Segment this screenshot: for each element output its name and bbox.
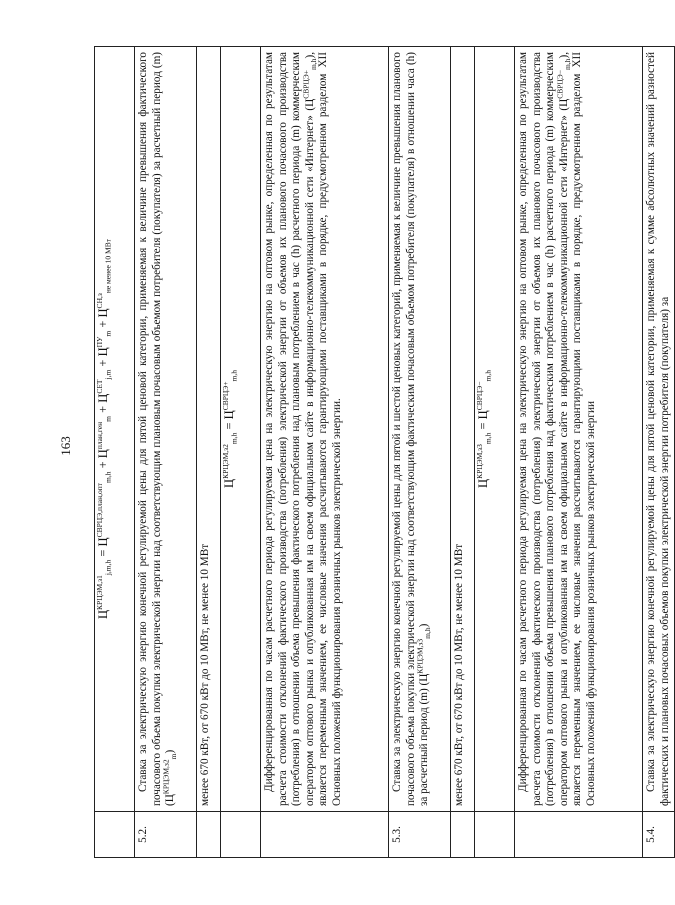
description-text: Ставка за электрическую энергию конечной регулируемой цены для пятой ценовой категории, применяемая к величине превышения фактического почасового объема покупки электрической энергии над соответствующим плановым почасовым объемом потребителя (покупателя) за расчетный период (m) (Ц: [137, 52, 177, 806]
description-text-tail: ), является переменным значением, ее числовые значения рассчитываются гарантирующими поставщиками в порядке, предусмотренном разделом XII Основных положений функционирования розничных рынков электрической энергии: [557, 52, 597, 806]
formula-1: [95, 47, 135, 812]
formula-sub: m: [103, 330, 113, 337]
row-formula-2: [221, 47, 261, 858]
description-text: Ставка за электрическую энергию конечной регулируемой цены для пятой и шестой ценовых категорий, применяемая к величине превышения планового почасового объема покупки электрической энергии над соответствующим фактическим почасовым объемом потребителя (покупателя) в отношении часа (h) за расчетный период (m) (Ц: [391, 52, 431, 806]
formula-operator: +: [96, 356, 110, 370]
rotated-table-content: [94, 46, 671, 858]
inline-sup: КРЦЭМ,з2: [161, 759, 171, 795]
formula-sub: m,h: [103, 471, 113, 483]
formula-sub: m,h: [229, 432, 239, 445]
formula-operator: =: [222, 419, 236, 433]
inline-sub: m,h: [423, 627, 433, 639]
formula-sup: ПУ: [94, 336, 104, 348]
description-text-tail: ): [164, 749, 177, 754]
num-cell-empty: [197, 812, 221, 858]
row-number: 5.4.: [643, 812, 675, 858]
formula-sup: КРЦЭМ,з3: [474, 444, 484, 479]
row-number: 5.2.: [135, 812, 197, 858]
formula-sup: КРЦЭМ,з2: [220, 444, 230, 479]
rate-description: [389, 47, 451, 812]
formula-symbol: Ц: [96, 537, 110, 547]
formula-symbol: Ц: [222, 478, 236, 488]
rate-description: [135, 47, 197, 812]
formula-sub: не менее 10 МВт: [103, 239, 113, 294]
formula-sup: СВРЦЭ,план,опт: [94, 482, 104, 538]
formula-operator: +: [96, 317, 110, 331]
capacity-range: менее 670 кВт, от 670 кВт до 10 МВт, не менее 10 МВт: [451, 47, 475, 812]
tariff-table: [94, 46, 675, 858]
rate-description: Ставка за электрическую энергию конечной регулируемой цены для пятой ценовой категории, применяемая к сумме абсолютных значений разностей фактических и плановых почасовых объемов покупки электрической энергии потребителя (покупателя) за: [643, 47, 675, 812]
formula-sub: m,h: [483, 432, 493, 445]
formula-symbol: Ц: [96, 393, 110, 403]
row-description-5-3: [515, 47, 643, 858]
document-table-container: [94, 46, 671, 858]
row-5-3: [389, 47, 451, 858]
formula-sup: СЕТ: [94, 379, 104, 394]
formula-sup: СВРЦЭ−: [474, 381, 484, 411]
formula-operator: =: [96, 546, 110, 560]
num-cell-empty: [475, 812, 515, 858]
description-text-tail: ), является переменным значением, ее числовые значения рассчитываются гарантирующими поставщиками в порядке, предусмотренном разделом XII Основных положений функционирования розничных рынков электрической энергии.: [303, 52, 343, 806]
row-formula-3: [475, 47, 515, 858]
row-capacity-2: [451, 47, 475, 858]
formula-operator: +: [96, 458, 110, 472]
num-cell-empty: [95, 812, 135, 858]
num-cell-empty: [515, 812, 643, 858]
formula-3: [475, 47, 515, 812]
inline-sup: КРЦЭМ,з3: [415, 638, 425, 674]
formula-symbol: Ц: [96, 609, 110, 620]
description-text: Дифференцированная по часам расчетного периода регулируемая цена на электрическую энергию на оптовом рынке, определенная по результатам расчета стоимости отклонений фактического производства (потребления) электрической энергии от объемов их планового почасового производства (потребления) в отношении объема превышения фактического потребления над плановым потреблением в час (h) расчетного периода (m) коммерческим оператором оптового рынка и опубликованная им на своем официальном сайте в информационно-телекоммуникационной сети «Интернет» (Ц: [263, 52, 316, 806]
num-cell-empty: [261, 812, 389, 858]
inline-sub: m,h: [309, 58, 319, 70]
formula-symbol: Ц: [222, 410, 236, 420]
formula-symbol: Ц: [96, 449, 110, 459]
price-description: [261, 47, 389, 812]
num-cell-empty: [451, 812, 475, 858]
row-number: 5.3.: [389, 812, 451, 858]
row-description-5-2: [261, 47, 389, 858]
formula-sup: СВРЦЭ+: [220, 381, 230, 411]
formula-sub: j,m,h: [103, 559, 113, 576]
formula-symbol: Ц: [476, 410, 490, 420]
formula-symbol: Ц: [476, 478, 490, 488]
inline-sub: m,h: [563, 58, 573, 70]
row-capacity-1: [197, 47, 221, 858]
page-number: 163: [57, 436, 73, 456]
num-cell-empty: [221, 812, 261, 858]
formula-sub: m,h: [229, 370, 239, 382]
formula-symbol: Ц: [96, 347, 110, 357]
price-description: [515, 47, 643, 812]
formula-sub: m: [103, 416, 113, 422]
formula-sup: КРЦЭМ,з1: [94, 575, 104, 610]
formula-sub: j,m: [103, 369, 113, 380]
description-text: Дифференцированная по часам расчетного периода регулируемая цена на электрическую энергию на оптовом рынке, определенная по результатам расчета стоимости отклонений фактического производства (потребления) электрической энергии от объемов их планового почасового производства (потребления) в отношении объема превышения планового потребления над фактическим потреблением в час (h) расчетного периода (m) коммерческим оператором оптового рынка и опубликованная им на своем официальном сайте в информационно-телекоммуникационной сети «Интернет» (Ц: [517, 52, 570, 806]
inline-sup: СВРЦЭ+: [301, 70, 311, 99]
inline-sup: СВРЦЭ−: [555, 70, 565, 99]
formula-sup: СН,з: [94, 293, 104, 309]
row-5-4: [643, 47, 675, 858]
formula-operator: =: [476, 419, 490, 433]
formula-sub: m,h: [483, 370, 493, 382]
formula-sup: план,ген: [94, 421, 104, 450]
formula-2: [221, 47, 261, 812]
formula-operator: +: [96, 402, 110, 417]
inline-sub: m: [169, 753, 179, 760]
formula-symbol: Ц: [96, 308, 110, 318]
row-formula-1: [95, 47, 135, 858]
description-text-tail: ): [418, 623, 431, 628]
capacity-range: менее 670 кВт, от 670 кВт до 10 МВт, не менее 10 МВт: [197, 47, 221, 812]
row-5-2: [135, 47, 197, 858]
